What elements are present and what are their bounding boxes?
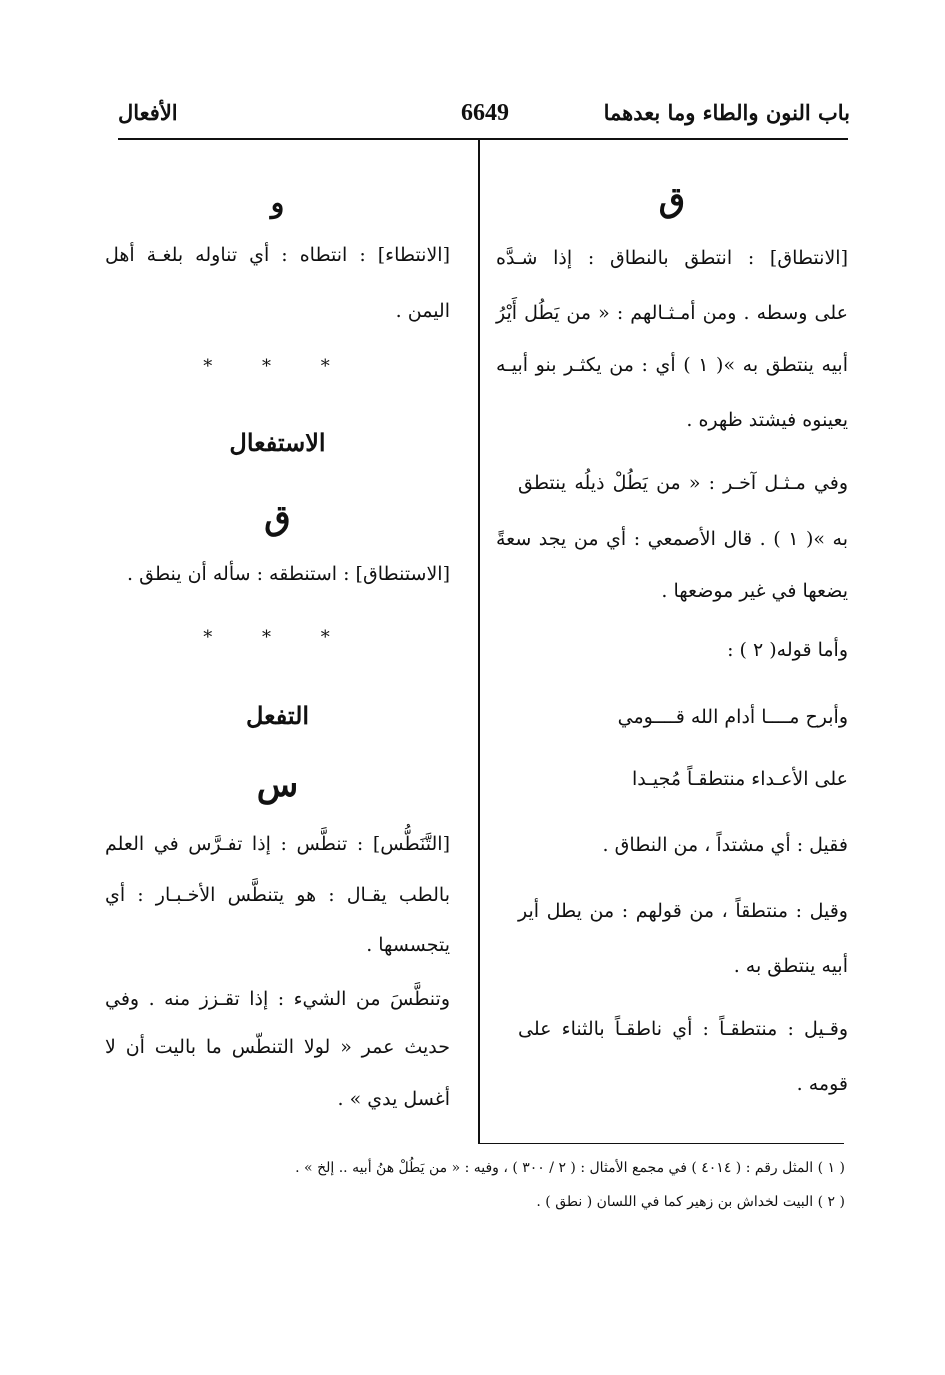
section-letter-sin: س <box>256 765 299 805</box>
text-line: وتنطَّسَ من الشيء : إذا تقـزز منه . وفي <box>105 988 450 1010</box>
text-line: فقيل : أي مشتداً ، من النطاق . <box>602 834 848 856</box>
text-line: وقـيل : منتطقـاً : أي ناطقـاً بالثناء على <box>518 1018 848 1040</box>
text-line: أبيه ينتطق به . <box>733 955 848 977</box>
text-line: أبيه ينتطق به »( ١ ) أي : من يكثـر بنو أبيـه <box>496 354 848 376</box>
text-line: حديث عمر « لولا التنطّس ما باليت أن لا <box>105 1036 450 1058</box>
text-line: يتجسسها . <box>366 934 450 956</box>
section-letter-waw: و <box>270 186 285 219</box>
footnote-1: ( ١ ) المثل رقم : ( ٤٠١٤ ) في مجمع الأمثال : ( ٢ / ٣٠٠ ) ، وفيه : « من يَطُلْ هنُ أبيه .. إلخ » . <box>295 1160 845 1176</box>
section-heading-tafaul: التفعل <box>245 701 310 730</box>
section-letter-qaf: ق <box>264 498 291 538</box>
text-line: [التَّنَطُّس] : تنطَّس : إذا تفـرَّس في العلم <box>105 833 450 855</box>
verse-line-2: على الأعـداء منتطقـاً مُجيـدا <box>632 768 848 790</box>
separator-stars: * * * <box>203 356 352 377</box>
text-line: به »( ١ ) . قال الأصمعي : أي من يجد سعةً <box>496 528 848 550</box>
text-line: قومه . <box>796 1073 848 1095</box>
text-line: يعينوه فيشتد ظهره . <box>686 409 848 431</box>
text-line: أغسل يدي » . <box>337 1088 450 1110</box>
text-line: [الانتطاق] : انتطق بالنطاق : إذا شـدَّه <box>496 247 848 269</box>
footnote-2: ( ٢ ) البيت لخداش بن زهير كما في اللسان ( نطق ) . <box>536 1194 845 1210</box>
verse-line-1: وأبرح مــــا أدام الله قــــومي <box>617 706 848 728</box>
running-head-right: باب النون والطاء وما بعدهما <box>603 100 850 125</box>
text-line: وقيل : منتطقاً ، من قولهم : من يطل أير <box>518 900 848 922</box>
text-line: يضعها في غير موضعها . <box>661 580 848 602</box>
column-divider <box>478 140 480 1143</box>
page-number: 6649 <box>461 100 509 126</box>
footnote-rule <box>478 1143 844 1144</box>
text-line: بالطب يقـال : هو يتنطَّس الأخـبـار : أي <box>105 884 450 906</box>
header-rule <box>118 138 848 140</box>
text-line: [الاستنطاق] : استنطقه : سأله أن ينطق . <box>127 563 450 585</box>
text-line: وفي مـثـل آخـر : « من يَطُلْ ذيلُه ينتطق <box>518 472 848 494</box>
text-line: على وسطه . ومن أمـثـالهم : « من يَطُل أَيْرُ <box>496 302 848 324</box>
running-head-left: الأفعال <box>118 100 178 125</box>
separator-stars: * * * <box>203 627 352 648</box>
text-line: اليمن . <box>395 300 450 322</box>
text-line: [الانتطاء] : انتطاه : أي تناوله بلغـة أهل <box>105 244 450 266</box>
text-line: وأما قوله( ٢ ) : <box>727 639 848 661</box>
section-heading-istifaal: الاستفعال <box>229 428 326 457</box>
section-letter-qaf: ق <box>658 180 686 220</box>
